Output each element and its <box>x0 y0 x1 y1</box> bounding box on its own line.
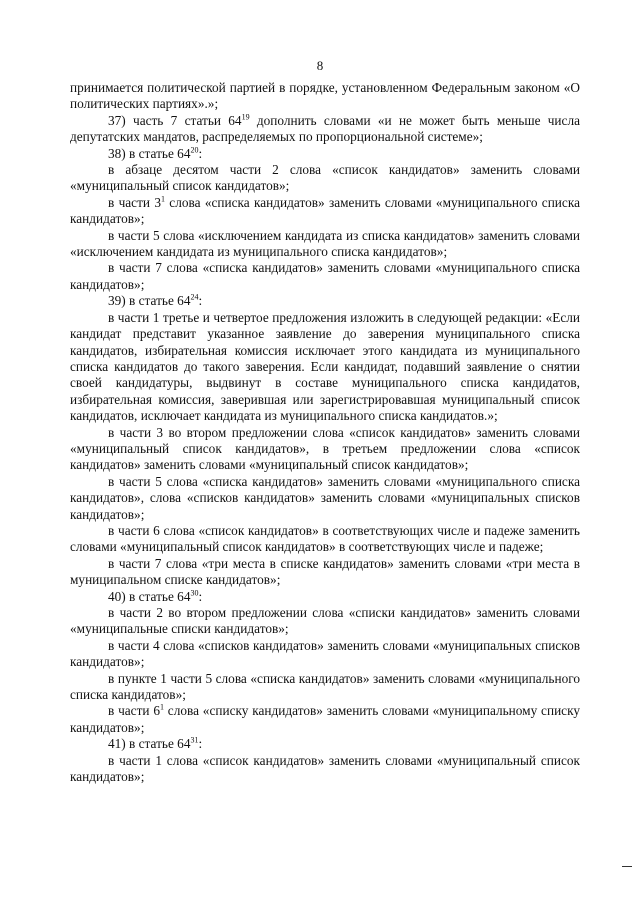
paragraph-text: 38) в статье 64 <box>108 145 191 161</box>
paragraph-text: в части 7 слова «списка кандидатов» заменить словами «муниципального списка кандидатов»; <box>70 260 580 292</box>
paragraph-text: в части 6 слова «список кандидатов» в соответствующих числе и падеже заменить словами «муниципальный список кандидатов» в соответствующих числе и падеже; <box>70 522 580 555</box>
paragraph <box>70 556 580 589</box>
paragraph <box>70 146 580 162</box>
paragraph-text: в абзаце десятом части 2 слова «список кандидатов» заменить словами «муниципальный список кандидатов»; <box>70 162 580 194</box>
superscript: 20 <box>190 145 199 155</box>
paragraph-text: в пункте 1 части 5 слова «списка кандидатов» заменить словами «муниципального списка кандидатов»; <box>70 670 580 703</box>
paragraph-text: в части 3 <box>108 194 161 210</box>
margin-mark <box>622 866 632 867</box>
paragraph-text: в части 1 слова «список кандидатов» заменить словами «муниципальный список кандидатов»; <box>70 752 580 785</box>
paragraph <box>70 310 580 425</box>
page-number: 8 <box>316 58 324 73</box>
superscript: 24 <box>190 292 199 302</box>
superscript: 19 <box>241 112 250 122</box>
paragraph-text: в части 1 третье и четвертое предложения изложить в следующей редакции: «Если кандидат представит указанное заявление до заверения муниципального списка кандидатов, избирательная комиссия исключает этого кандидата из муниципального списка кандидатов до такого заверения. Если кандидат, подавший заявление о снятии своей кандидатуры, выдвинут в составе муниципального списка кандидатов, избирательная комиссия, заверившая или зарегистрировавшая муниципальный список кандидатов, исключает кандидата из муниципального списка кандидатов.»; <box>70 309 580 424</box>
paragraph-text: : <box>198 145 203 161</box>
paragraph <box>70 474 580 523</box>
paragraph-text: в части 6 <box>108 703 160 719</box>
paragraph-text: дополнить словами «и не может быть меньше числа депутатских мандатов, распределяемых по пропорциональной системе»; <box>70 112 580 145</box>
paragraph-text: 37) часть 7 статьи 64 <box>108 112 242 128</box>
paragraph-text: в части 2 во втором предложении слова «списки кандидатов» заменить словами «муниципальные списки кандидатов»; <box>70 605 580 637</box>
paragraph <box>70 605 580 638</box>
paragraph <box>70 671 580 704</box>
paragraph <box>70 638 580 671</box>
paragraph-text: 40) в статье 64 <box>108 588 191 604</box>
paragraph <box>70 260 580 293</box>
paragraph <box>70 113 580 146</box>
paragraph <box>70 293 580 309</box>
superscript: 30 <box>190 588 199 598</box>
superscript: 1 <box>160 194 165 204</box>
paragraph-text: в части 5 слова «списка кандидатов» заменить словами «муниципального списка кандидатов», слова «списков кандидатов» заменить словами «муниципальных списков кандидатов»; <box>70 473 580 522</box>
paragraph <box>70 425 580 474</box>
paragraph-text: в части 4 слова «списков кандидатов» заменить словами «муниципальных списков кандидатов»; <box>70 637 580 670</box>
paragraph <box>70 703 580 736</box>
paragraph <box>70 589 580 605</box>
paragraph <box>70 736 580 752</box>
paragraph <box>70 80 580 113</box>
paragraph <box>70 523 580 556</box>
paragraph-text: 39) в статье 64 <box>108 293 191 309</box>
paragraph-text: в части 7 слова «три места в списке кандидатов» заменить словами «три места в муниципальном списке кандидатов»; <box>70 555 580 588</box>
paragraph-text: : <box>198 736 203 752</box>
paragraph-text: : <box>198 588 203 604</box>
paragraph <box>70 195 580 228</box>
superscript: 31 <box>190 735 199 745</box>
paragraph <box>70 753 580 786</box>
document-body <box>70 80 580 785</box>
paragraph-text: принимается политической партией в порядке, установленном Федеральным законом «О политических партиях».»; <box>70 80 580 112</box>
superscript: 1 <box>159 703 164 713</box>
paragraph <box>70 228 580 261</box>
paragraph-text: в части 3 во втором предложении слова «список кандидатов» заменить словами «муниципальный список кандидатов», в третьем предложении слова «список кандидатов» заменить словами «муниципальный список кандидатов»; <box>70 424 580 473</box>
paragraph-text: 41) в статье 64 <box>108 736 191 752</box>
paragraph <box>70 162 580 195</box>
paragraph-text: слова «списку кандидатов» заменить словами «муниципальному списку кандидатов»; <box>70 703 581 735</box>
paragraph-text: в части 5 слова «исключением кандидата из списка кандидатов» заменить словами «исключением кандидата из муниципального списка кандидатов»; <box>70 227 580 260</box>
paragraph-text: : <box>198 293 203 309</box>
paragraph-text: слова «списка кандидатов» заменить словами «муниципального списка кандидатов»; <box>70 194 580 227</box>
